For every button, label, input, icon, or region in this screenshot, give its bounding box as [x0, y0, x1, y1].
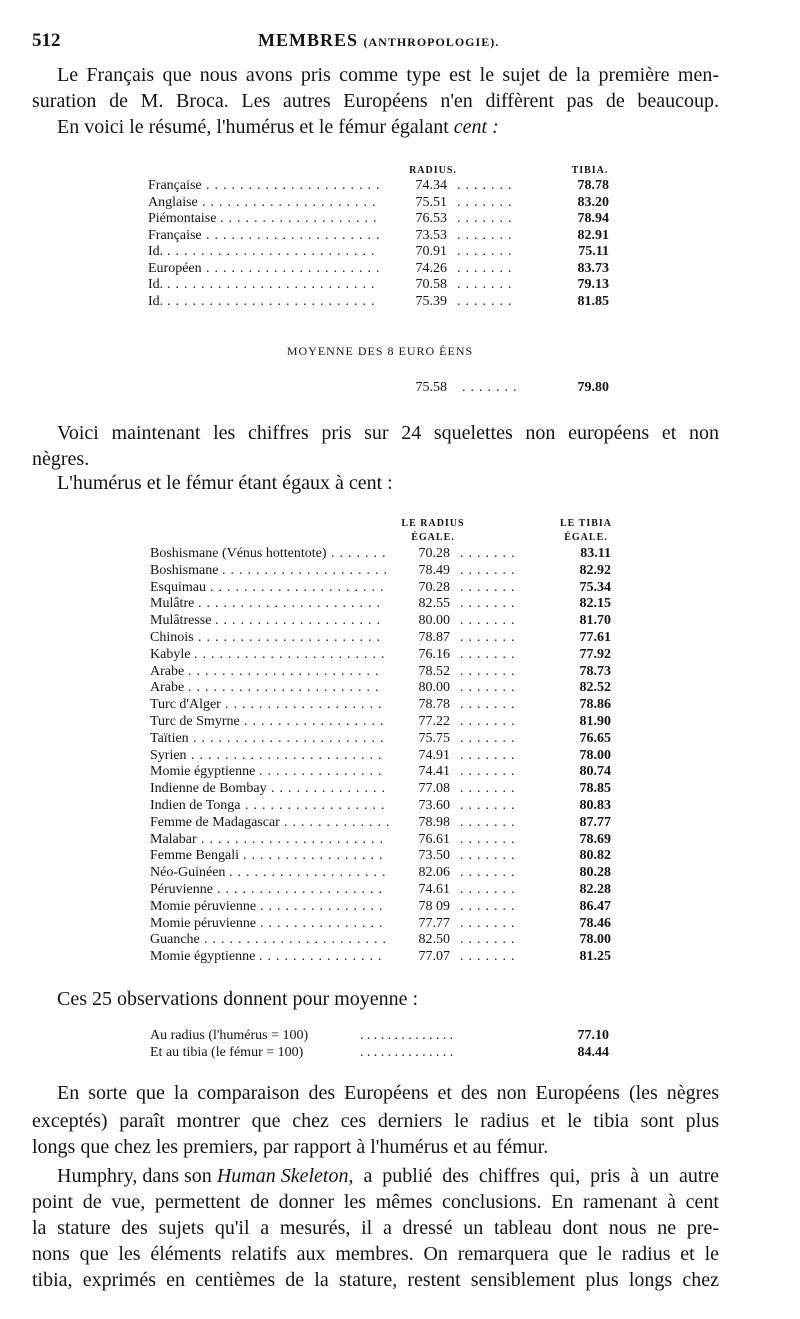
leader-dots: ....................... [193, 730, 389, 746]
para4-line-3: la stature des sujets qu'il a mesurés, il a dressé un tableau dont nous ne pre- [32, 1217, 719, 1239]
leader-dots: ....................... [191, 747, 387, 763]
leader-dots: ....... [460, 798, 520, 813]
intro-line-2: suration de M. Broca. Les autres Européens n'en diffèrent pas de beaucoup. [32, 90, 719, 112]
leader-dots: ....... [460, 949, 520, 965]
tibia-value: 78.73 [579, 663, 611, 679]
radius-value: 76.53 [415, 211, 447, 226]
running-head [258, 30, 499, 51]
summary-radius-value: 77.10 [577, 1028, 609, 1043]
para2-line-1: Voici maintenant les chiffres pris sur 24 squelettes non européens et non [57, 422, 719, 444]
summary-radius-leader: .............. [360, 1028, 457, 1043]
leader-dots: ....... [460, 882, 520, 897]
radius-value: 74.34 [415, 178, 447, 193]
para4-line-5: tibia, exprimés en centièmes de la stature, restent sensiblement plus longs chez [32, 1269, 719, 1291]
tibia-value: 83.11 [580, 546, 611, 561]
tibia-value: 76.65 [579, 730, 611, 746]
table1-mean-leader: ....... [462, 380, 522, 395]
radius-value: 74.41 [418, 764, 450, 780]
table-row [0, 865, 800, 882]
table-row [0, 563, 800, 580]
row-label: Arabe [150, 680, 185, 696]
table-row [0, 664, 800, 681]
leader-dots: ................. [243, 848, 388, 864]
row-label: Id. [148, 277, 164, 292]
radius-value: 77.22 [418, 714, 450, 729]
para4-line-4: nons que les éléments relatifs aux membres. On remarquera que le radius et le [32, 1243, 719, 1265]
table-row [0, 815, 800, 832]
leader-dots: ....... [460, 630, 520, 645]
radius-value: 82.55 [418, 596, 450, 612]
radius-value: 70.28 [418, 579, 450, 595]
row-label: Boshismane [150, 562, 219, 578]
radius-value: 70.58 [415, 277, 447, 292]
leader-dots: ..................... [206, 178, 385, 193]
table-row [0, 764, 800, 781]
row-label: Syrien [150, 747, 187, 763]
radius-value: 78 09 [418, 898, 450, 914]
leader-dots: ................. [245, 798, 390, 813]
para4-line-2: point de vue, permettent de donner les mêmes conclusions. En ramenant à cent [32, 1191, 719, 1213]
tibia-value: 78.46 [579, 915, 611, 931]
radius-value: 73.60 [418, 798, 450, 813]
radius-value: 75.51 [415, 194, 447, 210]
running-head-title: MEMBRES [258, 30, 359, 50]
row-label: Id. [148, 244, 164, 259]
row-label: Femme de Madagascar [150, 814, 280, 830]
table-row [0, 949, 800, 966]
leader-dots: ....... [460, 747, 520, 763]
table-row [0, 697, 800, 714]
leader-dots: ....... [460, 596, 520, 612]
table-row [0, 596, 800, 613]
tibia-value: 82.92 [579, 562, 611, 578]
radius-value: 75.39 [415, 293, 447, 309]
leader-dots: ....................... [188, 663, 384, 679]
leader-dots: .................... [215, 613, 385, 629]
leader-dots: ....... [457, 293, 517, 309]
tibia-value: 87.77 [579, 814, 611, 830]
radius-value: 78.52 [418, 663, 450, 679]
intro-line-3 [57, 114, 499, 140]
tibia-value: 80.74 [579, 764, 611, 780]
tibia-value: 86.47 [579, 898, 611, 914]
leader-dots: .............. [271, 781, 390, 797]
leader-dots: ....... [457, 211, 517, 226]
para2-line-3: L'humérus et le fémur étant égaux à cent : [57, 472, 393, 494]
table-row [0, 546, 800, 563]
tibia-value: 78.85 [579, 781, 611, 797]
para4-line-1 [57, 1163, 719, 1189]
table-row [0, 748, 800, 765]
row-label: Néo-Guinéen [150, 865, 226, 881]
row-label: Momie égyptienne [150, 949, 256, 965]
leader-dots: ................... [229, 865, 391, 881]
tibia-value: 82.52 [579, 680, 611, 696]
leader-dots: ....... [460, 697, 520, 713]
tibia-value: 75.11 [578, 244, 609, 259]
table-row [0, 832, 800, 849]
tibia-value: 82.28 [579, 882, 611, 897]
table-row [0, 244, 800, 261]
table1-mean-title: MOYENNE DES 8 EURO ÉENS [286, 344, 474, 358]
row-label: Turc d'Alger [150, 697, 221, 713]
summary-row-tibia [150, 1045, 620, 1062]
radius-value: 77.77 [418, 915, 450, 931]
row-label: Momie égyptienne [150, 764, 256, 780]
row-label: Boshismane (Vénus hottentote) [150, 546, 327, 561]
para4-line-1-a: Humphry, dans son [57, 1165, 217, 1187]
row-label: Piémontaise [148, 211, 217, 226]
table1-col-radius: RADIUS. [409, 165, 457, 176]
row-label: Mulâtre [150, 596, 195, 612]
leader-dots: ....... [460, 663, 520, 679]
leader-dots: ............... [260, 915, 388, 931]
leader-dots: ............. [284, 814, 395, 830]
table-row [0, 195, 800, 212]
leader-dots: ....... [460, 865, 520, 881]
tibia-value: 81.25 [579, 949, 611, 965]
radius-value: 74.91 [418, 747, 450, 763]
leader-dots: ..................... [202, 194, 381, 210]
leader-dots: ....... [460, 781, 520, 797]
row-label: Indienne de Bombay [150, 781, 267, 797]
leader-dots: ....... [457, 194, 517, 210]
leader-dots: ..................... [206, 260, 385, 276]
leader-dots: ....... [460, 814, 520, 830]
leader-dots: .................... [217, 882, 387, 897]
leader-dots: ....... [457, 260, 517, 276]
intro-line-3-emphasis: cent : [453, 116, 499, 138]
para2-line-2: nègres. [32, 448, 90, 470]
radius-value: 77.07 [418, 949, 450, 965]
leader-dots: ....... [460, 932, 520, 948]
table-row [0, 211, 800, 228]
row-label: Momie péruvienne [150, 898, 257, 914]
para4-book-title: Human Skeleton, [216, 1165, 354, 1187]
summary-tibia-value: 84.44 [577, 1045, 609, 1060]
radius-value: 74.61 [418, 882, 450, 897]
table-row [0, 899, 800, 916]
radius-value: 70.91 [415, 244, 447, 259]
row-label: Turc de Smyrne [150, 714, 240, 729]
leader-dots: ...................... [204, 932, 391, 948]
table-row [0, 630, 800, 647]
table-row [0, 781, 800, 798]
leader-dots: ....... [460, 730, 520, 746]
table1-mean-tibia: 79.80 [577, 380, 609, 395]
leader-dots: ...................... [201, 831, 388, 847]
radius-value: 73.53 [415, 227, 447, 243]
leader-dots: ..................... [206, 227, 385, 243]
tibia-value: 82.91 [577, 227, 609, 243]
table-row [0, 916, 800, 933]
leader-dots: ......................... [167, 277, 380, 292]
table-row [0, 277, 800, 294]
tibia-value: 83.73 [577, 260, 609, 276]
table-row [0, 932, 800, 949]
table-row [0, 714, 800, 731]
leader-dots: ................... [225, 697, 387, 713]
row-label: Taïtien [150, 730, 189, 746]
leader-dots: ....... [460, 646, 520, 662]
radius-value: 74.26 [415, 260, 447, 276]
row-label: Momie péruvienne [150, 915, 257, 931]
leader-dots: ....... [460, 848, 520, 864]
table2-col-tibia-a: LE TIBIA [559, 518, 612, 529]
leader-dots: ...................... [198, 596, 385, 612]
tibia-value: 79.13 [577, 277, 609, 292]
leader-dots: ............... [259, 949, 387, 965]
row-label: Chinois [150, 630, 194, 645]
tibia-value: 78.86 [579, 697, 611, 713]
table2-col-radius-a: LE RADIUS [401, 518, 465, 529]
radius-value: 80.00 [418, 680, 450, 696]
leader-dots: ....... [460, 579, 520, 595]
tibia-value: 77.61 [579, 630, 611, 645]
table-row [0, 798, 800, 815]
radius-value: 75.75 [418, 730, 450, 746]
table1-col-tibia: TIBIA. [571, 165, 609, 176]
table-row [0, 848, 800, 865]
row-label: Malabar [150, 831, 197, 847]
leader-dots: ................... [220, 211, 382, 226]
leader-dots: ....... [457, 244, 517, 259]
tibia-value: 78.94 [577, 211, 609, 226]
leader-dots: ............... [260, 898, 388, 914]
row-label: Arabe [150, 663, 185, 679]
tibia-value: 80.82 [579, 848, 611, 864]
leader-dots: ....... [460, 831, 520, 847]
summary-tibia-leader: .............. [360, 1045, 457, 1060]
para3-line-1: En sorte que la comparaison des Européens et des non Européens (les nègres [57, 1082, 719, 1104]
tibia-value: 80.83 [579, 798, 611, 813]
summary-radius-label: Au radius (l'humérus = 100) [150, 1028, 309, 1043]
radius-value: 76.61 [418, 831, 450, 847]
leader-dots: ....... [457, 227, 517, 243]
page-number: 512 [32, 30, 61, 51]
row-label: Française [148, 178, 202, 193]
radius-value: 76.16 [418, 646, 450, 662]
leader-dots: ..................... [210, 579, 389, 595]
radius-value: 82.50 [418, 932, 450, 948]
tibia-value: 78.69 [579, 831, 611, 847]
tibia-value: 78.00 [579, 747, 611, 763]
table2-col-tibia-b: ÉGALE. [564, 532, 608, 543]
row-label: Française [148, 227, 202, 243]
leader-dots: ....... [460, 613, 520, 629]
leader-dots: ....................... [188, 680, 384, 696]
table1-mean-radius: 75.58 [415, 380, 447, 395]
tibia-value: 77.92 [579, 646, 611, 662]
table-row [0, 228, 800, 245]
leader-dots: ......................... [167, 244, 380, 259]
row-label: Péruvienne [150, 882, 213, 897]
tibia-value: 78.78 [577, 178, 609, 193]
leader-dots: ....... [460, 714, 520, 729]
tibia-value: 81.90 [579, 714, 611, 729]
radius-value: 73.50 [418, 848, 450, 864]
summary-tibia-label: Et au tibia (le fémur = 100) [150, 1045, 304, 1060]
intro-line-3-text: En voici le résumé, l'humérus et le fémur égalant [57, 116, 454, 138]
row-label: Femme Bengali [150, 848, 240, 864]
radius-value: 70.28 [418, 546, 450, 561]
leader-dots: ....... [460, 915, 520, 931]
leader-dots: ....... [460, 562, 520, 578]
radius-value: 78.87 [418, 630, 450, 645]
para4-line-1-b: a publié des chiffres qui, pris à un autre [353, 1165, 719, 1187]
leader-dots: ................. [244, 714, 389, 729]
running-head-subtitle: (ANTHROPOLOGIE). [363, 35, 500, 49]
leader-dots: ....... [331, 546, 391, 561]
tibia-value: 78.00 [579, 932, 611, 948]
table-row [0, 613, 800, 630]
tibia-value: 82.15 [579, 596, 611, 612]
leader-dots: ...................... [198, 630, 385, 645]
table-row [0, 580, 800, 597]
para3-line-2: exceptés) paraît montrer que chez ces derniers le radius et le tibia sont plus [32, 1110, 719, 1132]
leader-dots: .................... [222, 562, 392, 578]
radius-value: 78.49 [418, 562, 450, 578]
leader-dots: ......................... [167, 293, 380, 309]
tibia-value: 83.20 [577, 194, 609, 210]
row-label: Indien de Tonga [150, 798, 241, 813]
table-row [0, 294, 800, 311]
row-label: Européen [148, 260, 202, 276]
table-row [0, 261, 800, 278]
row-label: Guanche [150, 932, 200, 948]
para3-line-3: longs que chez les premiers, par rapport à l'humérus et au fémur. [32, 1136, 549, 1158]
summary-heading: Ces 25 observations donnent pour moyenne : [57, 988, 419, 1010]
radius-value: 78.98 [418, 814, 450, 830]
table-row [0, 647, 800, 664]
leader-dots: ....... [457, 178, 517, 193]
tibia-value: 81.85 [577, 293, 609, 309]
radius-value: 80.00 [418, 613, 450, 629]
table2-col-radius-b: ÉGALE. [411, 532, 455, 543]
radius-value: 82.06 [418, 865, 450, 881]
row-label: Anglaise [148, 194, 198, 210]
table-row [0, 178, 800, 195]
table-row [0, 882, 800, 899]
table-row [0, 680, 800, 697]
leader-dots: ....... [460, 764, 520, 780]
leader-dots: ............... [259, 764, 387, 780]
tibia-value: 80.28 [579, 865, 611, 881]
leader-dots: ....... [460, 680, 520, 696]
leader-dots: ....... [460, 898, 520, 914]
row-label: Id. [148, 293, 164, 309]
row-label: Esquimau [150, 579, 206, 595]
row-label: Kabyle [150, 646, 191, 662]
table1-mean-row [0, 380, 800, 397]
intro-line-1: Le Français que nous avons pris comme type est le sujet de la première men- [57, 64, 719, 86]
leader-dots: ....... [457, 277, 517, 292]
leader-dots: ....... [460, 546, 520, 561]
tibia-value: 75.34 [579, 579, 611, 595]
row-label: Mulâtresse [150, 613, 212, 629]
radius-value: 78.78 [418, 697, 450, 713]
summary-row-radius [150, 1028, 620, 1045]
radius-value: 77.08 [418, 781, 450, 797]
leader-dots: ....................... [194, 646, 390, 662]
tibia-value: 81.70 [579, 613, 611, 629]
table-row [0, 731, 800, 748]
